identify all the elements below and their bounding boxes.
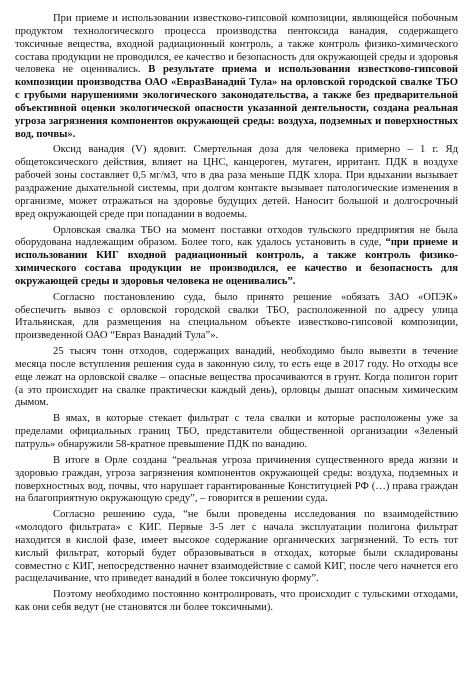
paragraph-text: 25 тысяч тонн отходов, содержащих ванадий, необходимо было вывезти в течение месяца после вступления решения суда в законную силу, то есть еще в 2017 году. Но отходы все еще лежат на орловской свалке – опасные вещества просачиваются в грунт. Когда полигон горит (а это происходит на свалке практически каждый день), орловцы дышат опасным химическим дымом. <box>15 346 458 409</box>
paragraph-oryol-landfill <box>15 225 458 289</box>
paragraph-text: Согласно постановлению суда, было принято решение «обязать ЗАО «ОПЭК» обеспечить вывоз с орловской городской свалки ТБО, расположенной по адресу улица Итальянская, для размещения на специальном объекте известково-гипсовой композиции, произведенной ОАО “Евраз Ванадий Тула”». <box>15 291 458 342</box>
paragraph-vanadium-oxide <box>15 144 458 221</box>
paragraph-text: Поэтому необходимо постоянно контролировать, что происходит с тульскими отходами, как они себя ведут (не становятся ли более токсичными). <box>15 589 458 614</box>
paragraph-monitoring <box>15 589 458 615</box>
paragraph-threat <box>15 455 458 506</box>
paragraph-text: В итоге в Орле создана “реальная угроза причинения существенного вреда жизни и здоровью граждан, угроза загрязнения компонентов окружающей среды: воздуха, подземных и поверхностных вод, почвы, что нарушает гарантированные Конституцией РФ (…) права граждан на благоприятную окружающую среду”, – говорится в решении суда. <box>15 454 458 505</box>
paragraph-vig-composition <box>15 13 458 141</box>
paragraph-young-filtrate <box>15 509 458 586</box>
paragraph-bold-text: В результате приема и использования известково-гипсовой композиции производства ОАО «ЕвразВанадий Тула» на орловской городской свалке ТБО с грубыми нарушениями экологического законодательства, а также без предварительной объективной оценки экологической опасности указанной деятельности, создана реальная угроза загрязнения компонентов окружающей среды: воздуха, подземных и поверхностных вод, почвы». <box>15 64 458 140</box>
paragraph-25k-tonnes <box>15 346 458 410</box>
paragraph-text: Орловская свалка ТБО на момент поставки отходов тульского предприятия не была оборудована надлежащим образом. Более того, как удалось установить в суде, <box>15 224 458 249</box>
paragraph-text: При приеме и использовании известково-гипсовой композиции, являющейся побочным продуктом технологического процесса производства пентоксида ванадия, содержащего токсичные вещества, входной радиационный контроль, а также контроль физико-химического состава продукции не проводился, ее качество и безопасность для окружающей среды и здоровья человека не оценивались. <box>15 13 458 76</box>
paragraph-filtrate-pits <box>15 413 458 452</box>
paragraph-court-ruling <box>15 292 458 343</box>
paragraph-text: Согласно решению суда, “не были проведены исследования по взаимодействию «молодого фильтрата» с КИГ. Первые 3-5 лет с начала эксплуатации полигона фильтрат находится в кислой фазе, имеет высокое содержание органических загрязнений. То есть тот кислый фильтрат, который будет образовываться в отходах, которые были складированы совместно с КИГ, непосредственно начнет взаимодействие с самой КИГ, после чего начнется его расщелачивание, что приведет ванадий в более токсичную форму”. <box>15 509 458 585</box>
paragraph-text: В ямах, в которые стекает фильтрат с тела свалки и которые расположены уже за пределами официальных границ ТБО, представители общественной организации «Зеленый патруль» обнаружили 58-кратное превышение ПДК по ванадию. <box>15 413 458 450</box>
paragraph-text: Оксид ванадия (V) ядовит. Смертельная доза для человека примерно – 1 г. Яд общетоксического действия, влияет на ЦНС, канцероген, мутаген, ирритант. ПДК в воздухе рабочей зоны составляет 0,5 мг/м3, что в два раза меньше ПДК хлора. При вдыхании вызывает раздражение дыхательной системы, при долгом контакте вызывает патологические изменения в организме, может отражаться на здоровье будущих детей. Наносит большой и долгосрочный вред окружающей среде при попадании в водоемы. <box>15 144 458 220</box>
paragraph-bold-text: “при приеме и использовании КИГ входной радиационный контроль, а также контроль физико-химического состава продукции не производился, ее качество и безопасность для окружающей среды и здоровья человека не оценивались”. <box>15 237 458 287</box>
